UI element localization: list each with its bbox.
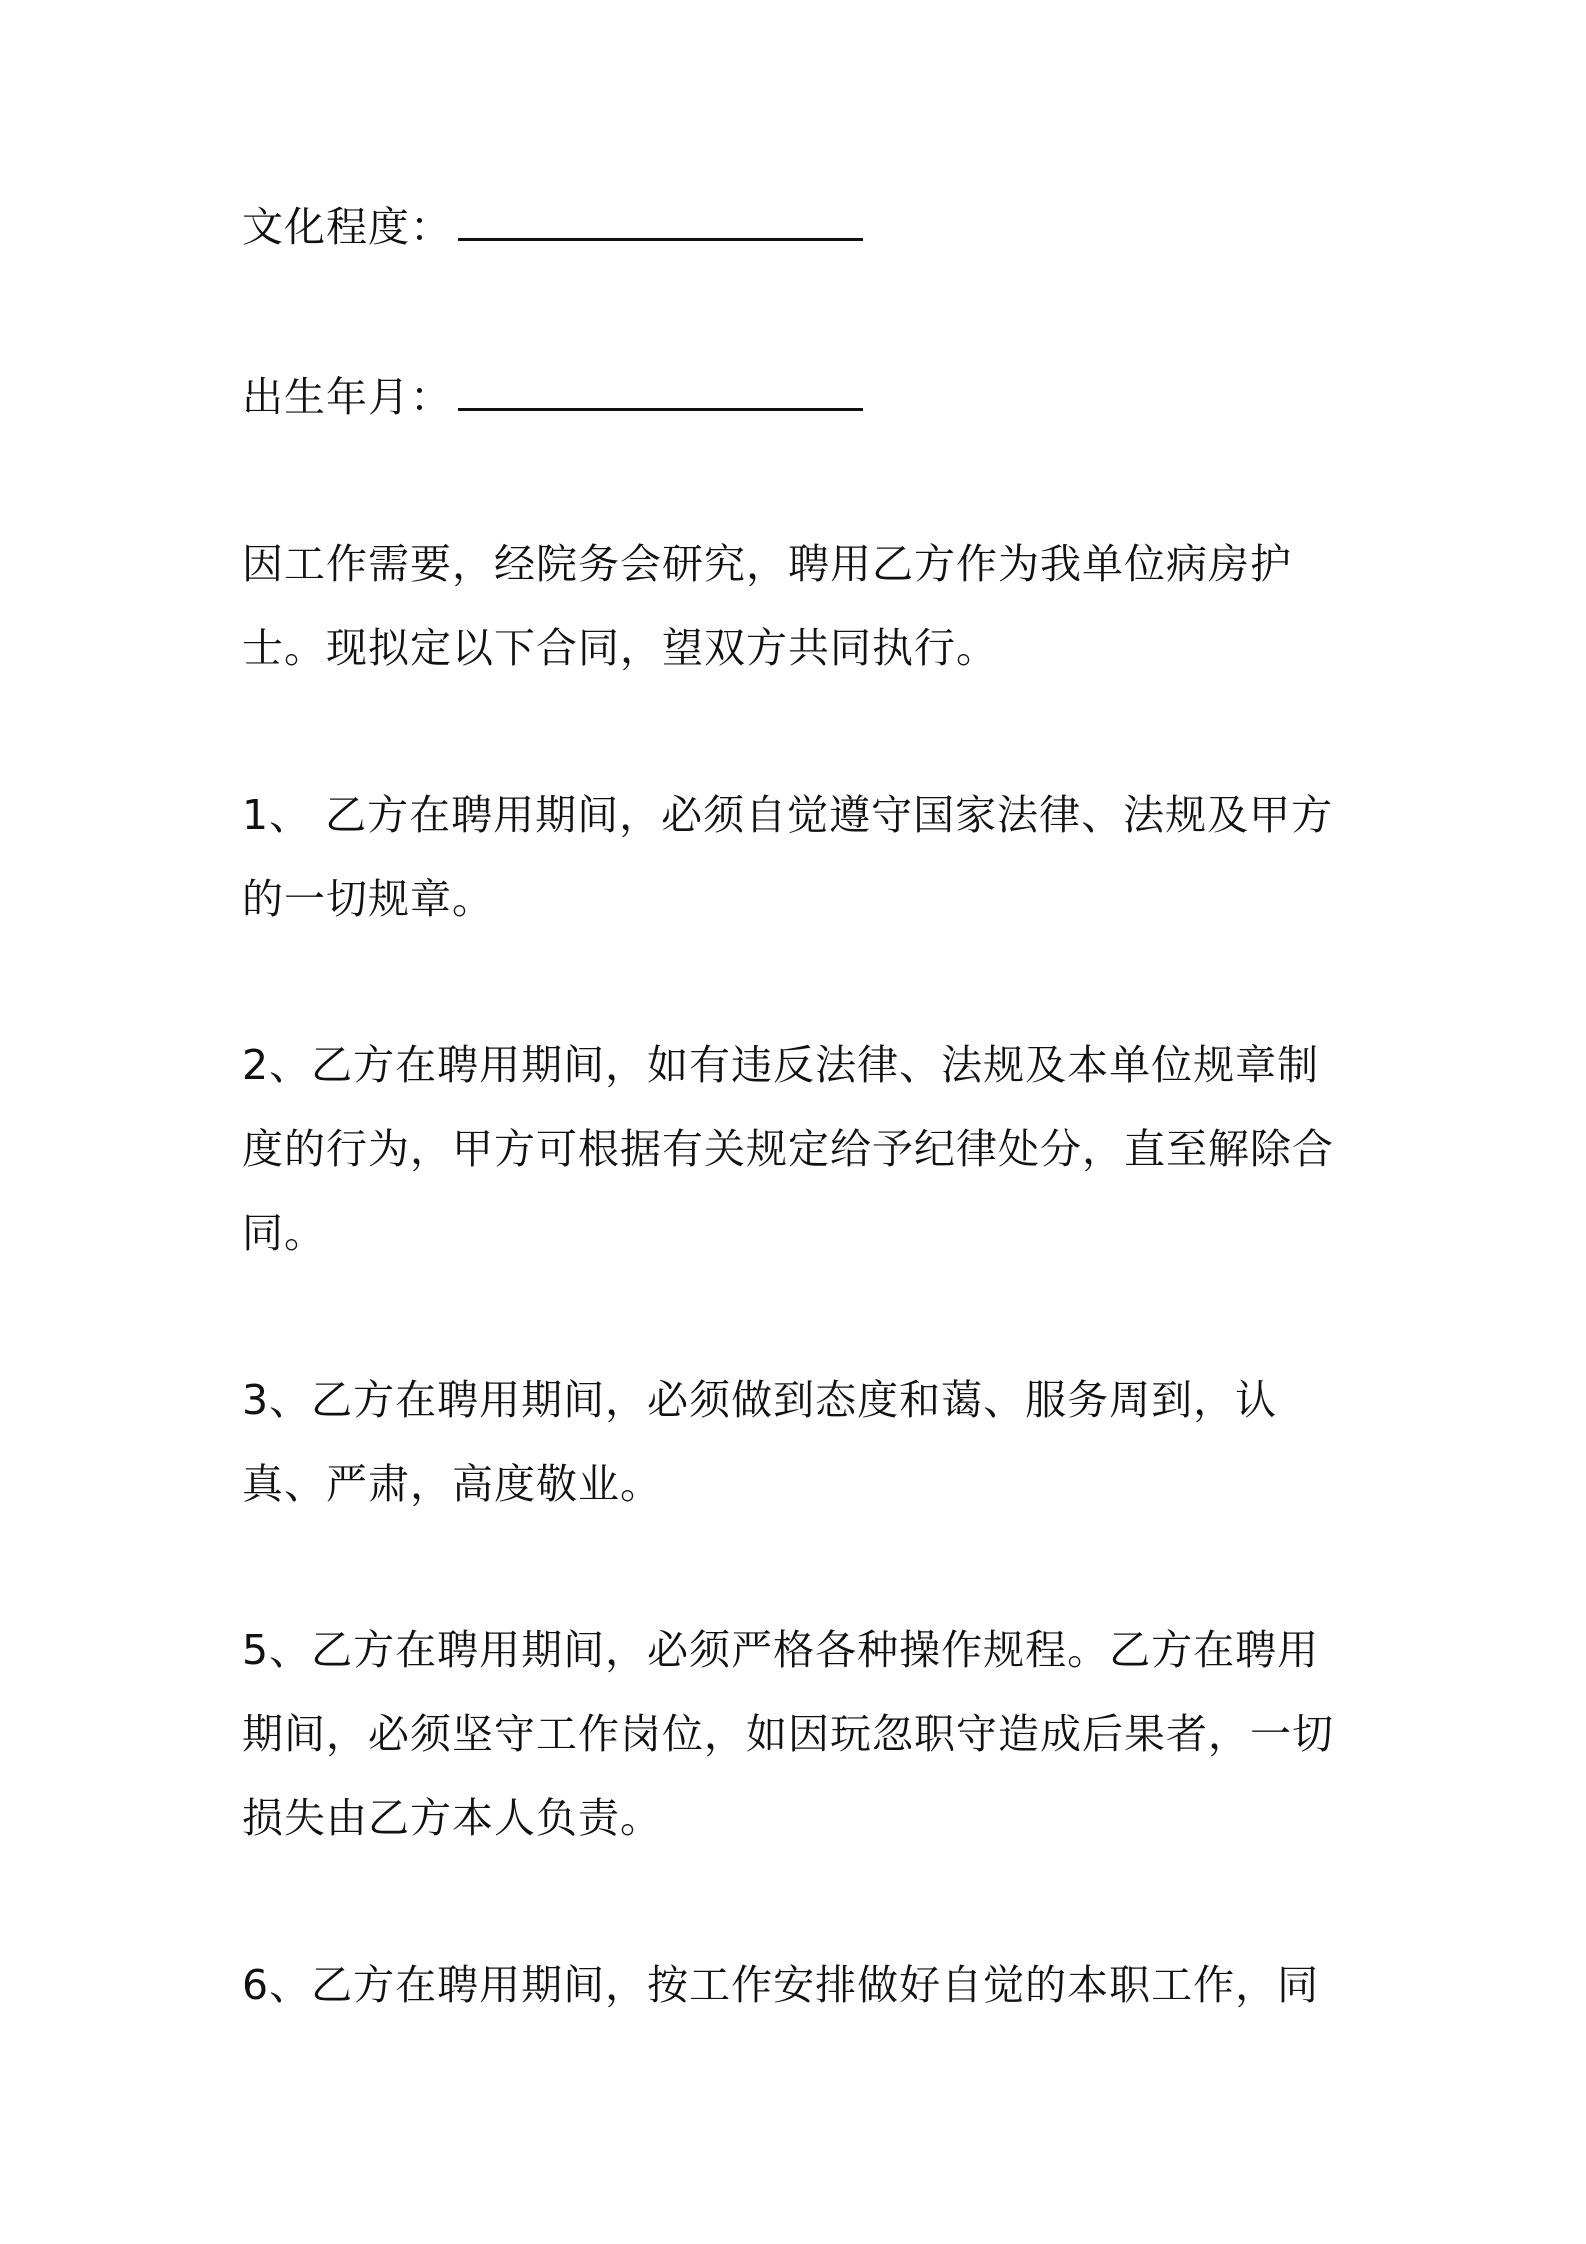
intro-paragraph: 因工作需要，经院务会研究，聘用乙方作为我单位病房护士。现拟定以下合同，望双方共同执行。 [242,540,1292,672]
clause-5: 5、乙方在聘用期间，必须严格各种操作规程。乙方在聘用期间，必须坚守工作岗位，如因玩忽职守造成后果者，一切损失由乙方本人负责。 [242,1626,1334,1842]
birth-date-label: 出生年月： [242,373,452,421]
birth-date-field [242,355,863,439]
education-label: 文化程度： [242,203,452,251]
clause-6: 6、乙方在聘用期间，按工作安排做好自觉的本职工作，同 [242,1961,1320,2009]
clause-3: 3、乙方在聘用期间，必须做到态度和蔼、服务周到，认真、严肃，高度敬业。 [242,1376,1278,1508]
education-field [242,185,863,269]
clause-1: 1、 乙方在聘用期间，必须自觉遵守国家法律、法规及甲方的一切规章。 [242,791,1334,923]
birth-date-blank [458,388,863,411]
education-blank [458,218,863,241]
clause-2: 2、乙方在聘用期间，如有违反法律、法规及本单位规章制度的行为，甲方可根据有关规定给予纪律处分，直至解除合同。 [242,1041,1334,1257]
